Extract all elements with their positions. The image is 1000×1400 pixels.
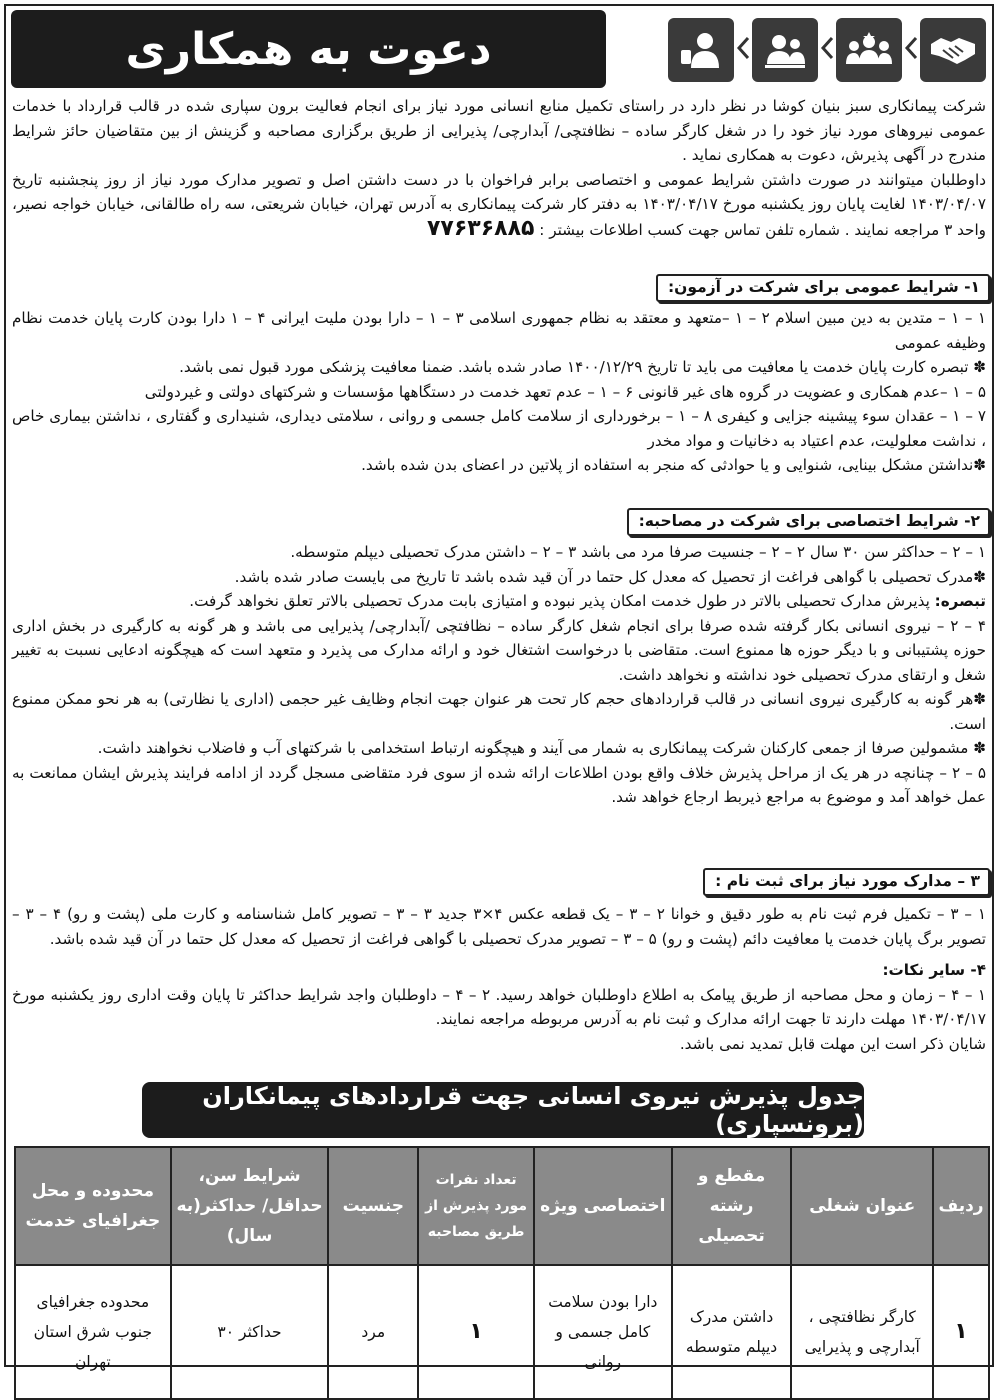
section-4-line: ۱ – ۴ – زمان و محل مصاحبه از طریق پیامک به اطلاع داوطلبان خواهد رسید. ۲ – ۴ – داوطلبان واجد شرایط حداکثر تا پایان وقت اداری روز یکشنبه مورخ ۱۴۰۳/۰۴/۱۷ مهلت دارند تا جهت ارائه مدارک و ثبت نام به آدرس مربوطه مراجعه نمایند. <box>12 985 987 1028</box>
section-1-line: ۷ – ۱ – عقدان سوء پیشینه جزایی و کیفری ۸ – ۱ – برخورداری از سلامت کامل جسمی و روانی ، سلامتی دیداری، شنیداری و گفتاری ، نداشتن بیماری خاص ، نداشت معلولیت، عدم اعتیاد به دخانیات و مواد مخدر <box>12 407 987 450</box>
section-3-body <box>12 902 986 951</box>
cell-location: محدوده جغرافیای جنوب شرق استان تهران <box>15 1265 171 1399</box>
table-header-row <box>15 1147 989 1265</box>
section-2-note <box>12 589 986 614</box>
cell-headcount: ۱ <box>418 1265 534 1399</box>
section-4-heading: ۴- سایر نکات: <box>882 961 986 979</box>
section-4-line: شایان ذکر است این مهلت قابل تمدید نمی باشد. <box>679 1034 986 1053</box>
intro-text <box>12 94 986 242</box>
users-icon <box>752 18 818 82</box>
section-2-line: ✽ مشمولین صرفا از جمعی کارکنان شرکت پیمانکاری به شمار می آیند و هیچگونه ارتباط استخدامی با شرکتهای آب و فاضلاب نخواهند داشت. <box>97 739 986 757</box>
title-banner <box>11 10 606 88</box>
table-title: جدول پذیرش نیروی انسانی جهت قراردادهای پیمانکاران (برونسپاری) <box>202 1082 864 1138</box>
header-cell-job-title: عنوان شغلی <box>791 1147 933 1265</box>
section-3-heading: ۳ – مدارک مورد نیاز برای ثبت نام : <box>703 868 990 896</box>
note-label: تبصره: <box>934 592 986 610</box>
header-cell-headcount: تعداد نفرات مورد پذیرش از طریق مصاحبه <box>418 1147 534 1265</box>
section-2-line: ۴ – ۲ – نیروی انسانی بکار گرفته شده صرفا برای انجام شغل کارگر ساده – نظافتچی /آبدارچی/ پذیرایی می باشد و هر گونه به کارگیری در بخش اداری حوزه پشتیبانی و با دیگر حوزه ها ممنوع است. متقاضی با درخواست اشتغال خود و ارائه مدارک می پذیرد و متعهد است که هیچگونه ادعایی نسبت به تغییر شغل و ارتقای مدرک تحصیلی خود نداشته و نخواهد داشت. <box>12 616 986 684</box>
handshake-icon <box>920 18 986 82</box>
header-cell-age: شرایط سن، حداقل/ حداکثر(به سال) <box>171 1147 329 1265</box>
chevron-left-icon <box>736 36 750 60</box>
header-cell-gender: جنسیت <box>328 1147 418 1265</box>
page-title: دعوت به همکاری <box>125 23 492 75</box>
team-icon <box>836 18 902 82</box>
recruitment-table <box>14 1146 990 1400</box>
cell-row-number: ۱ <box>933 1265 989 1399</box>
header-cell-row-number: ردیف <box>933 1147 989 1265</box>
cell-age: حداکثر ۳۰ <box>171 1265 329 1399</box>
note-text: پذیرش مدارک تحصیلی بالاتر در طول خدمت امکان پذیر نبوده و امتیازی بابت مدرک تحصیلی بالاتر تعلق نخواهد گرفت. <box>189 592 935 610</box>
section-1-line: ✽نداشتن مشکل بینایی، شنوایی و یا حوادثی که منجر به استفاده از پلاتین در اعضای بدن شده باشد. <box>361 456 986 474</box>
section-1-line: ۱ – ۱ – متدین به دین مبین اسلام ۲ – ۱ –متعهد و معتقد به نظام جمهوری اسلامی ۳ – ۱ – دارا بودن ملیت ایرانی ۴ – ۱ دارا بودن کارت پایان خدمت نظام وظیفه عمومی <box>12 309 987 352</box>
intro-paragraph-1: شرکت پیمانکاری سبز بنیان کوشا در نظر دارد در راستای تکمیل منابع انسانی مورد نیاز برای انجام فعالیت برون سپاری شده در قالب قرارداد با خدمات عمومی نیروهای مورد نیاز خود را در شغل کارگر ساده – نظافتچی/ آبدارچی/ پذیرایی از طریق برگزاری مصاحبه و گزینش از بین متقاضیان حائز شرایط مندرج در آگهی پذیرش، دعوت به همکاری نماید . <box>12 97 986 164</box>
header <box>14 10 986 90</box>
person-interview-icon <box>668 18 734 82</box>
table-banner <box>142 1082 864 1138</box>
section-1-line: ✽ تبصره کارت پایان خدمت یا معافیت می باید تا تاریخ ۱۴۰۰/۱۲/۲۹ صادر شده باشد. ضمنا معافیت پزشکی مورد قبول نمی باشد. <box>179 358 986 376</box>
chevron-left-icon <box>904 36 918 60</box>
section-1-line: ۵ – ۱ –عدم همکاری و عضویت در گروه های غیر قانونی ۶ – ۱ – عدم تعهد خدمت در دستگاهها مؤسسات و شرکتهای دولتی و غیردولتی <box>144 382 986 401</box>
section-2-heading: ۲- شرایط اختصاصی برای شرکت در مصاحبه: <box>627 508 990 536</box>
table-row <box>15 1265 989 1399</box>
section-1-body <box>12 306 986 478</box>
header-cell-special: اختصاصی ویژه <box>534 1147 672 1265</box>
section-2-line: ۵ – ۲ – چنانچه در هر یک از مراحل پذیرش خلاف واقع بودن اطلاعات ارائه شده از سوی فرد متقاضی مسجل گردد از ادامه فرایند پذیرش ایشان ممانعت به عمل خواهد آمد و موضوع به مراجع ذیربط ارجاع خواهد شد. <box>12 763 987 806</box>
intro-paragraph-2-text: داوطلبان میتوانند در صورت داشتن شرایط عمومی و اختصاصی برابر فراخوان با در دست داشتن اصل و تصویر مدارک مورد نیاز از روز پنجشنبه تاریخ ۱۴۰۳/۰۴/۰۷ لغایت پایان روز یکشنبه مورخ ۱۴۰۳/۰۴/۱۷ به دفتر کار شرکت پیمانکاری به آدرس تهران، خیابان شریعتی، سه راه طالقانی، خیابان خواجه نصیر، واحد ۳ مراجعه نمایند . شماره تلفن تماس جهت کسب اطلاعات بیشتر : <box>12 170 986 239</box>
cell-education: داشتن مدرک دیپلم متوسطه <box>672 1265 792 1399</box>
cell-special: دارا بودن سلامت کامل جسمی و روانی <box>534 1265 672 1399</box>
section-2-body <box>12 540 986 810</box>
section-2-line: ۱ – ۲ – حداکثر سن ۳۰ سال ۲ – ۲ – جنسیت صرفا مرد می باشد ۳ – ۲ – داشتن مدرک تحصیلی دیپلم متوسطه. <box>290 543 986 561</box>
intro-paragraph-2 <box>12 168 986 243</box>
cell-job-title: کارگر نظافتچی ، آبدارچی و پذیرایی <box>791 1265 933 1399</box>
header-cell-education: مقطع و رشته تحصیلی <box>672 1147 792 1265</box>
section-3-line: ۱ – ۳ – تکمیل فرم ثبت نام به طور دقیق و خوانا ۲ – ۳ – یک قطعه عکس ۴×۳ جدید ۳ – ۳ – تصویر کامل شناسنامه و کارت ملی (پشت و رو) ۴ – ۳ – تصویر برگ پایان خدمت یا معافیت دائم (پشت و رو) ۵ – ۳ – تصویر مدرک تحصیلی با گواهی فراغت از تحصیل که معدل کل حتما در آن قید شده باشد. <box>12 905 987 948</box>
phone-number: ۷۷۶۳۶۸۸۵ <box>427 215 535 241</box>
section-1-heading: ۱- شرایط عمومی برای شرکت در آزمون: <box>656 274 990 302</box>
header-cell-location: محدوده و محل جغرافیای خدمت <box>15 1147 171 1265</box>
section-2-line: ✽مدرک تحصیلی با گواهی فراغت از تحصیل که معدل کل حتما در آن قید شده باشد تا تاریخ می بایست صادر شده باشد. <box>234 567 986 586</box>
cell-gender: مرد <box>328 1265 418 1399</box>
section-2-line: ✽هر گونه به کارگیری نیروی انسانی در قالب قراردادهای حجم کار تحت هر عنوان جهت انجام وظایف غیر حجمی (اداری یا نظارتی) به هر نحو ممکن ممنوع است. <box>12 690 986 733</box>
chevron-left-icon <box>820 36 834 60</box>
section-4-body <box>12 958 986 1056</box>
